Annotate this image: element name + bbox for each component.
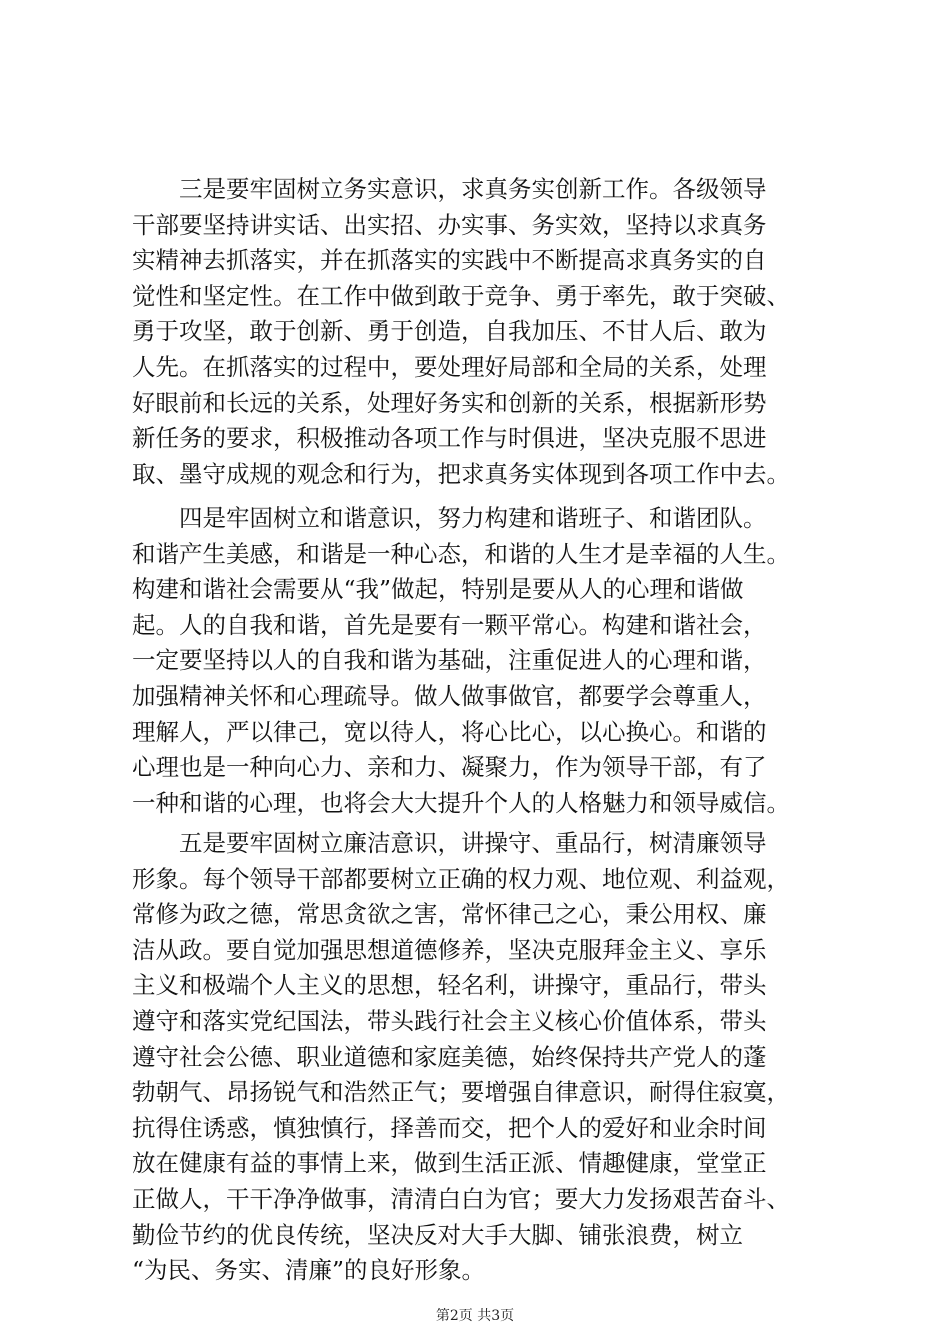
text-line: 实精神去抓落实，并在抓落实的实践中不断提高求真务实的自 <box>132 246 767 275</box>
text-line: 洁从政。要自觉加强思想道德修养，坚决克服拜金主义、享乐 <box>132 935 767 964</box>
text-line: 好眼前和长远的关系，处理好务实和创新的关系，根据新形势 <box>132 388 767 417</box>
text-line: 起。人的自我和谐，首先是要有一颗平常心。构建和谐社会， <box>132 610 767 639</box>
text-line: 觉性和坚定性。在工作中做到敢于竞争、勇于率先，敢于突破、 <box>132 281 790 310</box>
page-footer: 第2页 共3页 <box>435 1308 515 1324</box>
text-line: 五是要牢固树立廉洁意识，讲操守、重品行，树清廉领导 <box>132 829 767 857</box>
text-line: 勤俭节约的优良传统，坚决反对大手大脚、铺张浪费，树立 <box>132 1220 743 1249</box>
text-line: 放在健康有益的事情上来，做到生活正派、情趣健康，堂堂正 <box>132 1149 767 1178</box>
text-line: 一种和谐的心理，也将会大大提升个人的人格魅力和领导威信。 <box>132 788 790 817</box>
text-line: “为民、务实、清廉”的良好形象。 <box>132 1256 486 1285</box>
text-line: 抗得住诱惑，慎独慎行，择善而交，把个人的爱好和业余时间 <box>132 1113 767 1142</box>
text-line: 遵守和落实党纪国法，带头践行社会主义核心价值体系，带头 <box>132 1007 767 1035</box>
text-line: 遵守社会公德、职业道德和家庭美德，始终保持共产党人的蓬 <box>132 1042 767 1071</box>
text-line: 构建和谐社会需要从“我”做起，特别是要从人的心理和谐做 <box>132 575 744 604</box>
text-line: 加强精神关怀和心理疏导。做人做事做官，都要学会尊重人， <box>132 682 767 710</box>
text-line: 正做人，干干净净做事，清清白白为官；要大力发扬艰苦奋斗、 <box>132 1185 790 1213</box>
text-line: 主义和极端个人主义的思想，轻名利，讲操守，重品行，带头 <box>132 971 767 1000</box>
text-line: 四是牢固树立和谐意识，努力构建和谐班子、和谐团队。 <box>132 504 767 532</box>
text-line: 一定要坚持以人的自我和谐为基础，注重促进人的心理和谐， <box>132 646 767 675</box>
text-line: 常修为政之德，常思贪欲之害，常怀律己之心，秉公用权、廉 <box>132 900 767 929</box>
text-line: 勇于攻坚，敢于创新、勇于创造，自我加压、不甘人后、敢为 <box>132 317 767 346</box>
text-line: 三是要牢固树立务实意识，求真务实创新工作。各级领导 <box>132 175 767 203</box>
text-line: 新任务的要求，积极推动各项工作与时俱进，坚决克服不思进 <box>132 424 767 453</box>
text-line: 形象。每个领导干部都要树立正确的权力观、地位观、利益观， <box>132 864 790 893</box>
text-line: 心理也是一种向心力、亲和力、凝聚力，作为领导干部，有了 <box>132 753 767 782</box>
text-line: 人先。在抓落实的过程中，要处理好局部和全局的关系，处理 <box>132 353 767 381</box>
text-line: 和谐产生美感，和谐是一种心态，和谐的人生才是幸福的人生。 <box>132 539 790 568</box>
text-line: 取、墨守成规的观念和行为，把求真务实体现到各项工作中去。 <box>132 459 790 488</box>
text-line: 勃朝气、昂扬锐气和浩然正气；要增强自律意识，耐得住寂寞， <box>132 1078 790 1107</box>
text-line: 理解人，严以律己，宽以待人，将心比心，以心换心。和谐的 <box>132 717 767 746</box>
text-line: 干部要坚持讲实话、出实招、办实事、务实效，坚持以求真务 <box>132 210 767 239</box>
